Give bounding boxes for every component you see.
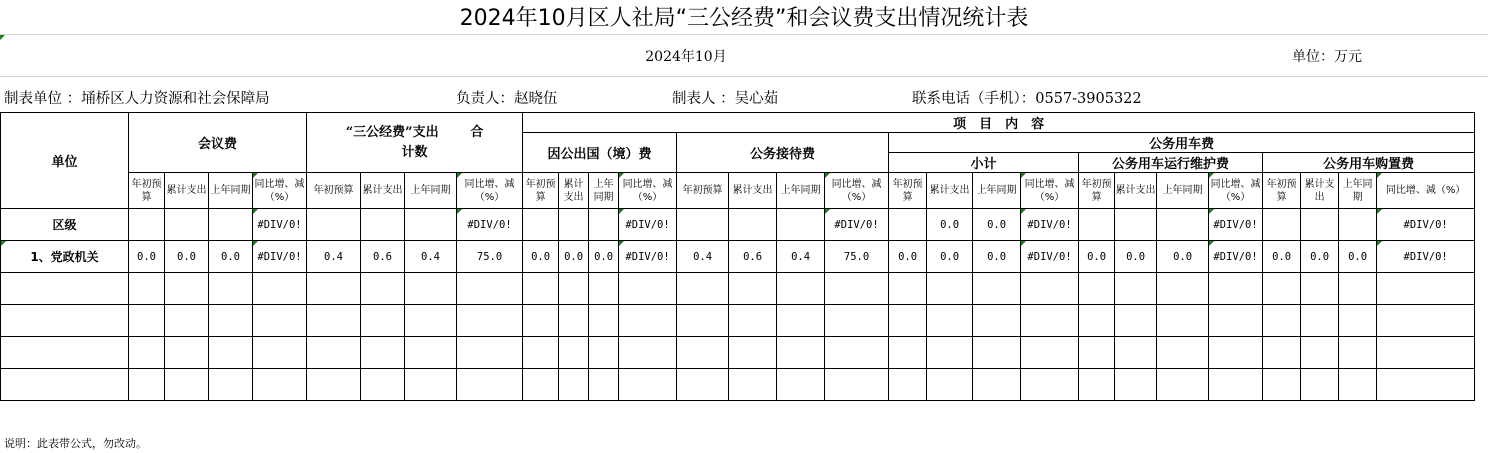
table-cell[interactable] [165, 209, 209, 241]
empty-cell[interactable] [1209, 369, 1263, 401]
table-row [1, 305, 1475, 337]
empty-cell[interactable] [1263, 273, 1301, 305]
subheader-lastyear: 上年同期 [589, 173, 619, 209]
empty-cell[interactable] [1377, 337, 1475, 369]
subheader-lastyear: 上年同期 [1339, 173, 1377, 209]
table-cell[interactable] [523, 209, 559, 241]
empty-cell[interactable] [165, 369, 209, 401]
empty-cell[interactable] [559, 337, 589, 369]
table-cell[interactable] [1157, 209, 1209, 241]
empty-cell[interactable] [889, 273, 927, 305]
table-cell[interactable]: 0.0 [1079, 241, 1115, 273]
table-cell[interactable]: #DIV/0! [1021, 209, 1079, 241]
empty-cell[interactable] [1115, 337, 1157, 369]
empty-cell[interactable] [777, 273, 825, 305]
empty-cell[interactable] [457, 273, 523, 305]
table-cell[interactable]: #DIV/0! [825, 209, 889, 241]
table-cell[interactable] [889, 209, 927, 241]
header-maintenance: 公务用车运行维护费 [1079, 153, 1263, 173]
empty-cell[interactable] [927, 337, 973, 369]
header-items: 项 目 内 容 [523, 113, 1475, 133]
subheader-cumulative: 累计支出 [1301, 173, 1339, 209]
table-cell[interactable]: 0.0 [589, 241, 619, 273]
table-cell[interactable]: 0.0 [973, 241, 1021, 273]
empty-cell[interactable] [165, 273, 209, 305]
table-cell[interactable]: 0.4 [307, 241, 361, 273]
table-cell[interactable] [1263, 209, 1301, 241]
subheader-yoy: 同比增、减（%） [253, 173, 307, 209]
table-cell[interactable]: 0.4 [677, 241, 729, 273]
empty-cell[interactable] [1021, 305, 1079, 337]
empty-cell[interactable] [589, 305, 619, 337]
table-cell[interactable]: 0.0 [129, 241, 165, 273]
table-cell[interactable]: 0.0 [165, 241, 209, 273]
table-cell[interactable]: 75.0 [457, 241, 523, 273]
empty-cell[interactable] [825, 273, 889, 305]
table-cell[interactable] [777, 209, 825, 241]
row-divider [0, 76, 1488, 77]
empty-cell[interactable] [1, 305, 129, 337]
empty-cell[interactable] [1021, 369, 1079, 401]
empty-cell[interactable] [1377, 305, 1475, 337]
empty-cell[interactable] [1301, 273, 1339, 305]
empty-cell[interactable] [1, 369, 129, 401]
table-cell[interactable] [1115, 209, 1157, 241]
table-cell[interactable]: 0.0 [1301, 241, 1339, 273]
table-cell[interactable]: 0.0 [1339, 241, 1377, 273]
footnote: 说明：此表带公式，勿改动。 [4, 437, 147, 450]
empty-cell[interactable] [825, 337, 889, 369]
empty-cell[interactable] [1209, 305, 1263, 337]
table-cell[interactable]: #DIV/0! [1377, 241, 1475, 273]
header-sangong-total-a: “三公经费”支出 [345, 124, 439, 140]
empty-cell[interactable] [589, 273, 619, 305]
table-cell[interactable]: 0.0 [1115, 241, 1157, 273]
empty-cell[interactable] [1021, 337, 1079, 369]
table-cell[interactable] [361, 209, 405, 241]
subheader-lastyear: 上年同期 [973, 173, 1021, 209]
empty-cell[interactable] [1301, 305, 1339, 337]
empty-cell[interactable] [1079, 337, 1115, 369]
header-subtotal: 小计 [889, 153, 1079, 173]
empty-cell[interactable] [1157, 305, 1209, 337]
table-cell[interactable] [129, 209, 165, 241]
empty-cell[interactable] [1021, 273, 1079, 305]
table-cell[interactable]: 0.0 [209, 241, 253, 273]
subheader-yoy: 同比增、减（%） [457, 173, 523, 209]
empty-cell[interactable] [523, 273, 559, 305]
empty-cell[interactable] [1157, 369, 1209, 401]
header-vehicle: 公务用车费 [889, 133, 1475, 153]
empty-cell[interactable] [777, 337, 825, 369]
empty-cell[interactable] [677, 337, 729, 369]
empty-cell[interactable] [559, 369, 589, 401]
report-period: 2024年10月 [645, 49, 727, 65]
empty-cell[interactable] [777, 305, 825, 337]
table-cell[interactable] [589, 209, 619, 241]
statistics-table [0, 112, 1475, 401]
empty-cell[interactable] [1339, 305, 1377, 337]
row-divider [0, 34, 1488, 35]
empty-cell[interactable] [1115, 273, 1157, 305]
empty-cell[interactable] [973, 337, 1021, 369]
subheader-cumulative: 累计支出 [1115, 173, 1157, 209]
empty-cell[interactable] [307, 305, 361, 337]
empty-cell[interactable] [777, 369, 825, 401]
empty-cell[interactable] [209, 273, 253, 305]
subheader-cumulative: 累计支出 [165, 173, 209, 209]
subheader-cumulative: 累计支出 [559, 173, 589, 209]
table-row [1, 369, 1475, 401]
empty-cell[interactable] [361, 369, 405, 401]
leader-label: 负责人：赵晓伍 [456, 91, 558, 107]
empty-cell[interactable] [253, 369, 307, 401]
empty-cell[interactable] [619, 305, 677, 337]
empty-cell[interactable] [405, 369, 457, 401]
empty-cell[interactable] [1339, 273, 1377, 305]
subheader-lastyear: 上年同期 [405, 173, 457, 209]
empty-cell[interactable] [253, 273, 307, 305]
empty-cell[interactable] [1209, 337, 1263, 369]
header-sangong-total [307, 113, 523, 173]
empty-cell[interactable] [1263, 305, 1301, 337]
org-label: 制表单位 ：埇桥区人力资源和社会保障局 [4, 91, 270, 107]
header-abroad: 因公出国（境）费 [523, 133, 677, 173]
unit-label: 单位：万元 [1292, 49, 1362, 65]
empty-cell[interactable] [589, 337, 619, 369]
empty-cell[interactable] [129, 369, 165, 401]
empty-cell[interactable] [253, 337, 307, 369]
empty-cell[interactable] [889, 305, 927, 337]
empty-cell[interactable] [619, 273, 677, 305]
empty-cell[interactable] [559, 305, 589, 337]
empty-cell[interactable] [1079, 305, 1115, 337]
subheader-yoy: 同比增、减（%） [619, 173, 677, 209]
table-cell[interactable]: #DIV/0! [1021, 241, 1079, 273]
subheader-yoy: 同比增、减（%） [1209, 173, 1263, 209]
table-cell[interactable]: #DIV/0! [253, 241, 307, 273]
empty-cell[interactable] [523, 305, 559, 337]
empty-cell[interactable] [165, 305, 209, 337]
empty-cell[interactable] [1209, 273, 1263, 305]
empty-cell[interactable] [307, 337, 361, 369]
subheader-cumulative: 累计支出 [927, 173, 973, 209]
table-cell[interactable] [1079, 209, 1115, 241]
formula-marker-icon [0, 35, 5, 40]
table-cell[interactable]: 0.0 [559, 241, 589, 273]
table-cell[interactable]: 0.0 [927, 241, 973, 273]
empty-cell[interactable] [677, 369, 729, 401]
empty-cell[interactable] [129, 305, 165, 337]
subheader-cumulative: 累计支出 [729, 173, 777, 209]
empty-cell[interactable] [889, 369, 927, 401]
empty-cell[interactable] [729, 305, 777, 337]
table-cell[interactable] [307, 209, 361, 241]
empty-cell[interactable] [457, 337, 523, 369]
table-cell[interactable]: 0.4 [405, 241, 457, 273]
subheader-budget: 年初预算 [677, 173, 729, 209]
empty-cell[interactable] [1115, 369, 1157, 401]
empty-cell[interactable] [1115, 305, 1157, 337]
table-cell[interactable] [209, 209, 253, 241]
phone-label: 联系电话（手机）：0557-3905322 [912, 91, 1142, 107]
header-sangong-total-b: 合 [470, 124, 484, 140]
empty-cell[interactable] [1339, 337, 1377, 369]
subheader-budget: 年初预算 [1263, 173, 1301, 209]
empty-cell[interactable] [973, 273, 1021, 305]
empty-cell[interactable] [729, 369, 777, 401]
table-cell[interactable] [677, 209, 729, 241]
empty-cell[interactable] [165, 337, 209, 369]
empty-cell[interactable] [1079, 369, 1115, 401]
table-cell[interactable]: #DIV/0! [619, 241, 677, 273]
empty-cell[interactable] [1, 337, 129, 369]
empty-cell[interactable] [729, 273, 777, 305]
empty-cell[interactable] [457, 369, 523, 401]
empty-cell[interactable] [1301, 369, 1339, 401]
table-cell[interactable]: #DIV/0! [1209, 209, 1263, 241]
subheader-budget: 年初预算 [307, 173, 361, 209]
empty-cell[interactable] [209, 369, 253, 401]
empty-cell[interactable] [129, 337, 165, 369]
empty-cell[interactable] [927, 305, 973, 337]
table-cell[interactable]: #DIV/0! [619, 209, 677, 241]
row-label[interactable]: 区级 [1, 209, 129, 241]
subheader-lastyear: 上年同期 [209, 173, 253, 209]
empty-cell[interactable] [405, 337, 457, 369]
table-cell[interactable]: 0.0 [523, 241, 559, 273]
empty-cell[interactable] [1, 273, 129, 305]
table-cell[interactable]: #DIV/0! [1377, 209, 1475, 241]
table-cell[interactable] [1339, 209, 1377, 241]
table-cell[interactable] [729, 209, 777, 241]
subheader-lastyear: 上年同期 [777, 173, 825, 209]
empty-cell[interactable] [1339, 369, 1377, 401]
empty-cell[interactable] [973, 305, 1021, 337]
empty-cell[interactable] [523, 369, 559, 401]
table-cell[interactable]: 0.0 [1263, 241, 1301, 273]
empty-cell[interactable] [457, 305, 523, 337]
empty-cell[interactable] [729, 337, 777, 369]
empty-cell[interactable] [677, 273, 729, 305]
header-reception: 公务接待费 [677, 133, 889, 173]
empty-cell[interactable] [619, 337, 677, 369]
table-cell[interactable]: 0.0 [973, 209, 1021, 241]
page-title: 2024年10月区人社局“三公经费”和会议费支出情况统计表 [459, 6, 1029, 31]
table-cell[interactable]: 0.0 [889, 241, 927, 273]
table-cell[interactable]: 0.0 [1157, 241, 1209, 273]
empty-cell[interactable] [1157, 273, 1209, 305]
empty-cell[interactable] [559, 273, 589, 305]
table-cell[interactable]: 0.4 [777, 241, 825, 273]
header-purchase: 公务用车购置费 [1263, 153, 1475, 173]
empty-cell[interactable] [253, 305, 307, 337]
empty-cell[interactable] [589, 369, 619, 401]
subheader-lastyear: 上年同期 [1157, 173, 1209, 209]
empty-cell[interactable] [825, 305, 889, 337]
table-cell[interactable]: #DIV/0! [1209, 241, 1263, 273]
empty-cell[interactable] [677, 305, 729, 337]
table-cell[interactable]: #DIV/0! [457, 209, 523, 241]
empty-cell[interactable] [1079, 273, 1115, 305]
table-cell[interactable] [405, 209, 457, 241]
subheader-budget: 年初预算 [1079, 173, 1115, 209]
table-cell[interactable] [559, 209, 589, 241]
empty-cell[interactable] [405, 273, 457, 305]
empty-cell[interactable] [1263, 369, 1301, 401]
empty-cell[interactable] [1301, 337, 1339, 369]
subheader-budget: 年初预算 [523, 173, 559, 209]
header-meeting: 会议费 [129, 113, 307, 173]
header-unit: 单位 [1, 113, 129, 209]
empty-cell[interactable] [209, 305, 253, 337]
subheader-yoy: 同比增、减（%） [1377, 173, 1475, 209]
empty-cell[interactable] [523, 337, 559, 369]
table-cell[interactable]: 0.0 [927, 209, 973, 241]
subheader-budget: 年初预算 [889, 173, 927, 209]
table-cell[interactable]: #DIV/0! [253, 209, 307, 241]
empty-cell[interactable] [361, 305, 405, 337]
empty-cell[interactable] [927, 369, 973, 401]
empty-cell[interactable] [129, 273, 165, 305]
empty-cell[interactable] [1157, 337, 1209, 369]
empty-cell[interactable] [1377, 273, 1475, 305]
subheader-cumulative: 累计支出 [361, 173, 405, 209]
empty-cell[interactable] [209, 337, 253, 369]
empty-cell[interactable] [973, 369, 1021, 401]
empty-cell[interactable] [405, 305, 457, 337]
row-label[interactable]: 1、党政机关 [1, 241, 129, 273]
subheader-yoy: 同比增、减（%） [825, 173, 889, 209]
table-cell[interactable]: 75.0 [825, 241, 889, 273]
empty-cell[interactable] [619, 369, 677, 401]
subheader-yoy: 同比增、减（%） [1021, 173, 1079, 209]
empty-cell[interactable] [1263, 337, 1301, 369]
table-cell[interactable]: 0.6 [361, 241, 405, 273]
table-cell[interactable]: 0.6 [729, 241, 777, 273]
subheader-budget: 年初预算 [129, 173, 165, 209]
empty-cell[interactable] [889, 337, 927, 369]
empty-cell[interactable] [825, 369, 889, 401]
maker-label: 制表人 ：吴心茹 [672, 91, 779, 107]
empty-cell[interactable] [1377, 369, 1475, 401]
header-sangong-total-c: 计数 [401, 144, 428, 160]
empty-cell[interactable] [307, 273, 361, 305]
table-row [1, 337, 1475, 369]
table-row [1, 273, 1475, 305]
empty-cell[interactable] [307, 369, 361, 401]
empty-cell[interactable] [361, 273, 405, 305]
empty-cell[interactable] [927, 273, 973, 305]
empty-cell[interactable] [361, 337, 405, 369]
table-cell[interactable] [1301, 209, 1339, 241]
